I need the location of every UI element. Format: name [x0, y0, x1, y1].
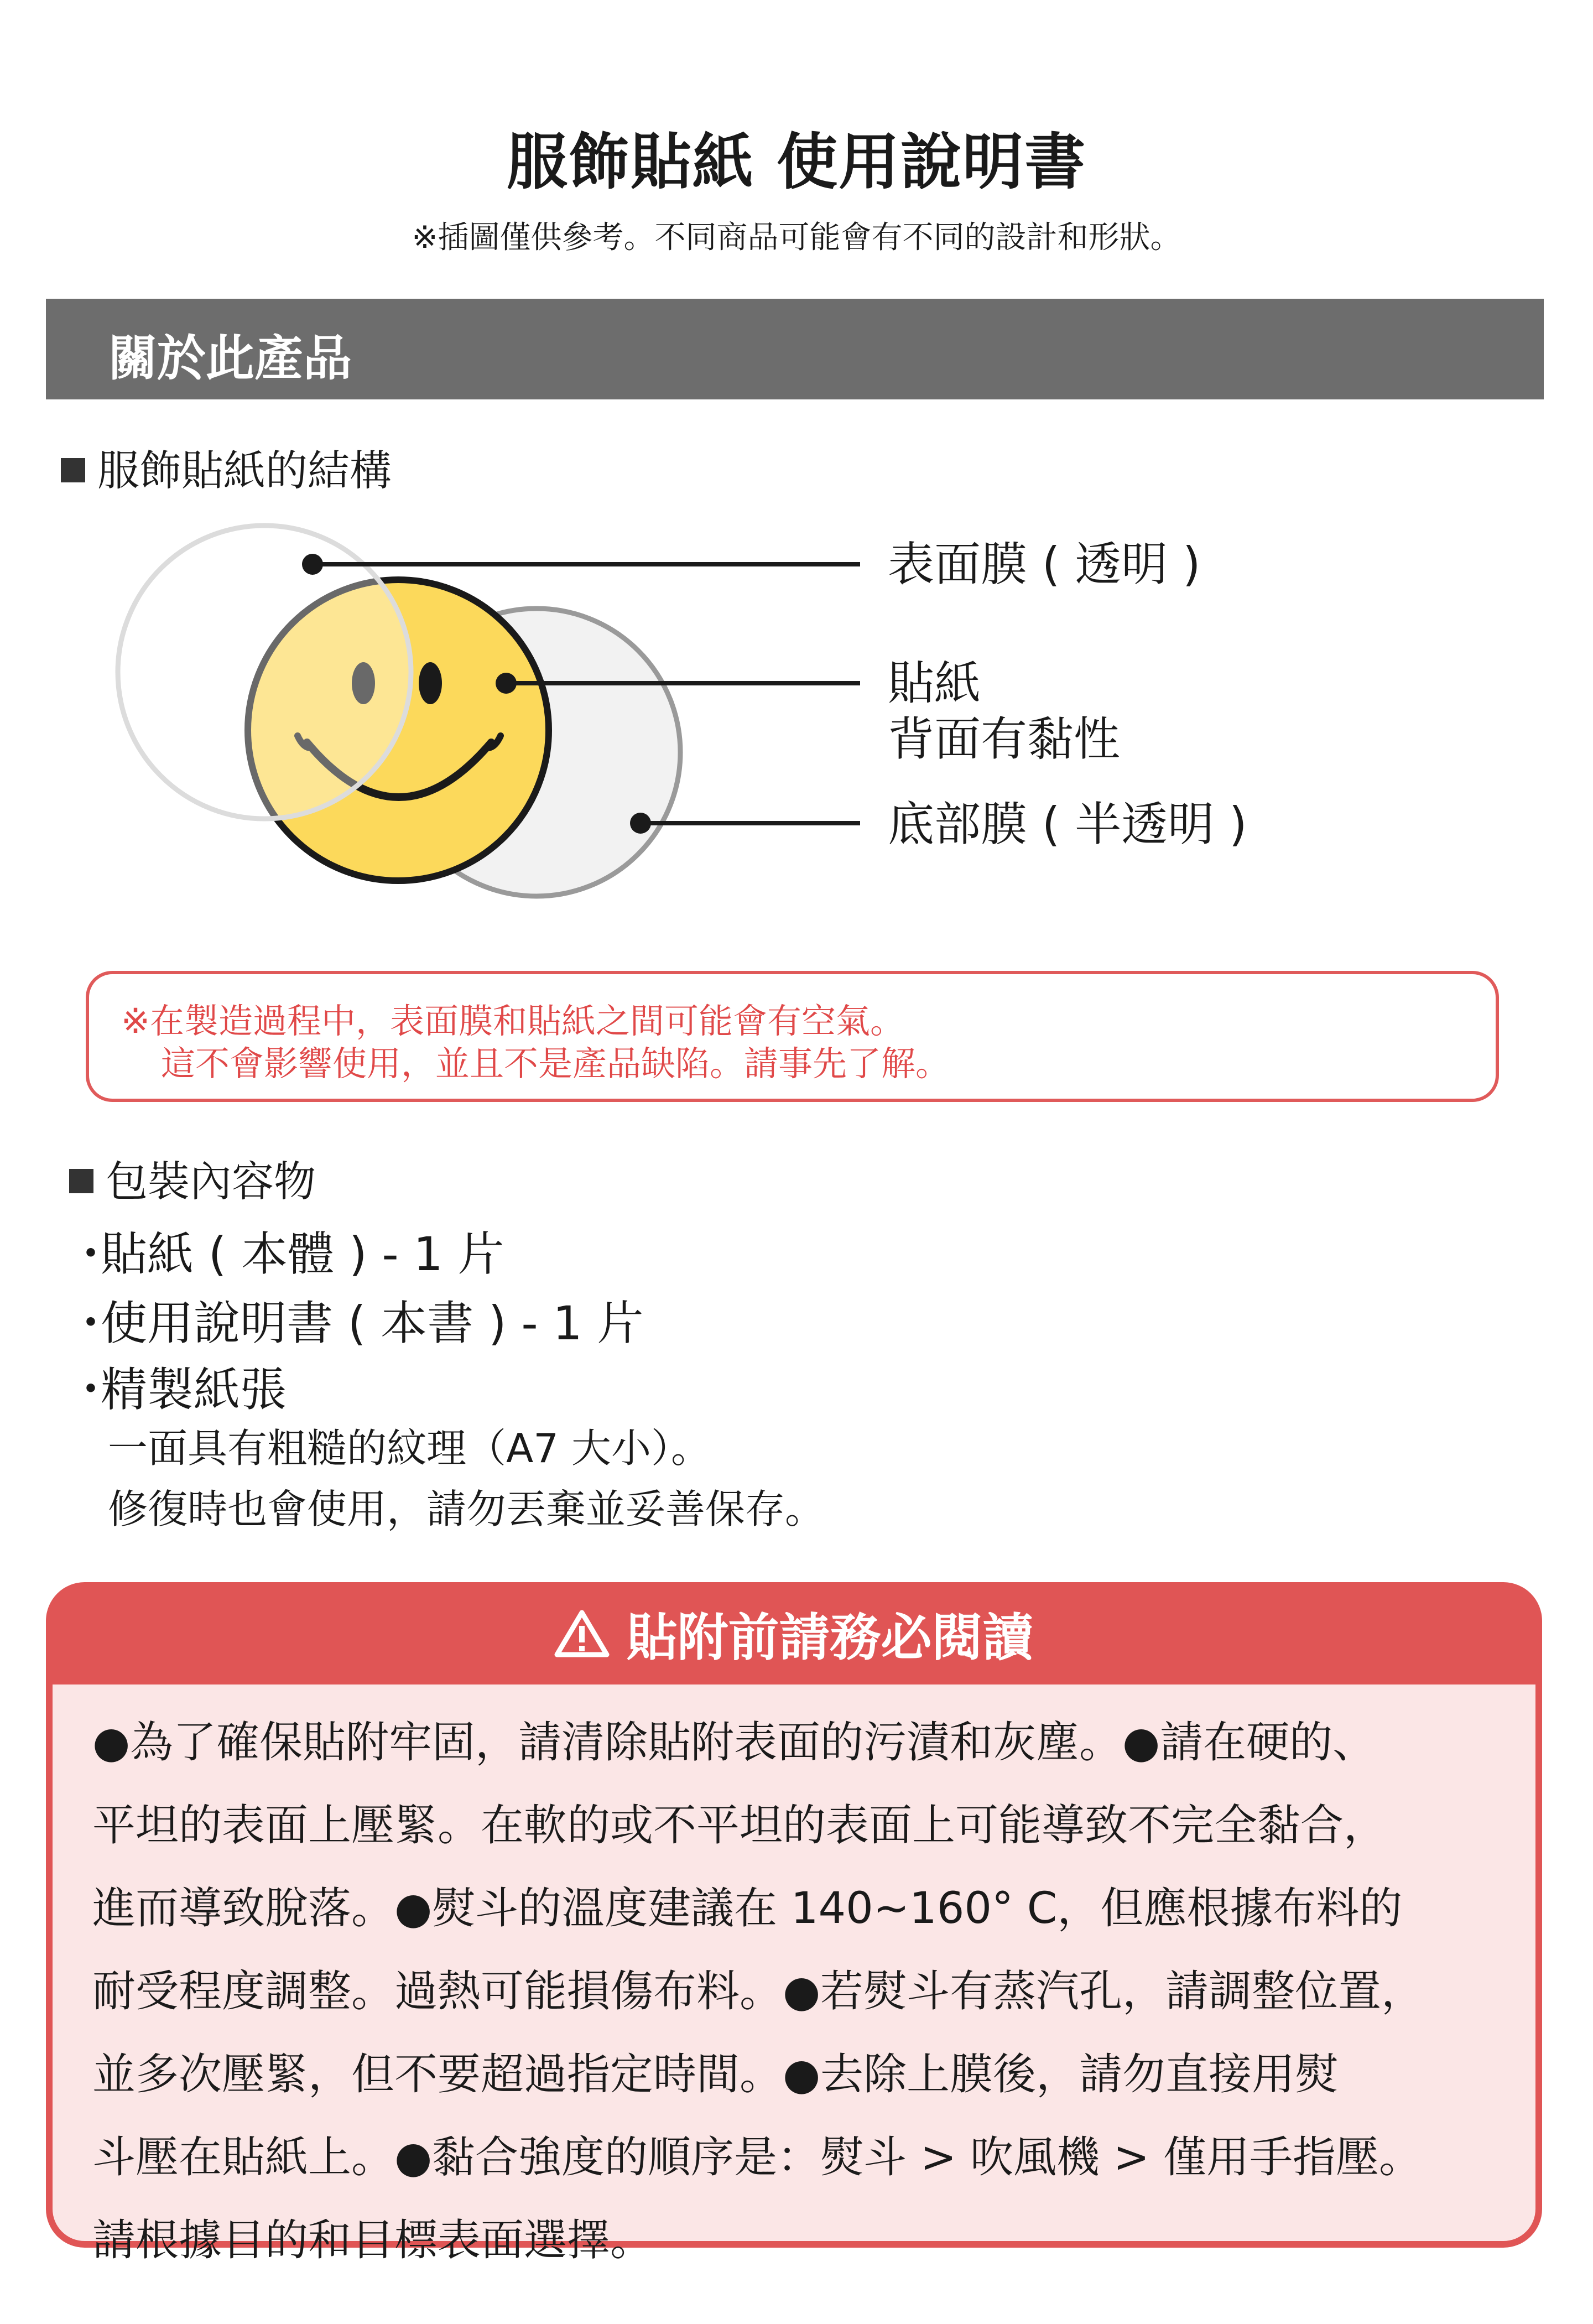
note-line-2: 這不會影響使用，並且不是產品缺陷。請事先了解。 [161, 1043, 950, 1084]
page-title: 服飾貼紙 使用說明書 [506, 127, 1087, 197]
square-bullet-icon [69, 1169, 93, 1193]
warning-line: 平坦的表面上壓緊。在軟的或不平坦的表面上可能導致不完全黏合， [92, 1801, 1387, 1850]
top-film-circle [118, 526, 411, 819]
bottom-film-label: 底部膜 ( 半透明 ) [888, 797, 1247, 851]
sticker-label [888, 656, 1120, 767]
list-item [61, 1353, 287, 1420]
list-item [61, 1286, 644, 1353]
sticker-structure-diagram [88, 492, 874, 946]
list-item-text: 精製紙張 [101, 1363, 287, 1417]
smiley-right-eye [419, 662, 442, 704]
bullet-dot: ・ [67, 1296, 114, 1350]
structure-heading-text: 服飾貼紙的結構 [97, 446, 392, 495]
paper-detail-line-1: 一面具有粗糙的紋理（A7 大小）。 [108, 1425, 711, 1472]
air-bubble-note [86, 971, 1499, 1102]
list-item-text: 使用說明書 ( 本書 ) - 1 片 [101, 1296, 644, 1350]
warning-line: 請根據目的和目標表面選擇。 [92, 2216, 654, 2265]
about-section-title: 關於此產品 [108, 330, 352, 387]
warning-line: 進而導致脫落。●熨斗的溫度建議在 140~160° C，但應根據布料的 [92, 1884, 1403, 1933]
paper-detail-line-2: 修復時也會使用，請勿丟棄並妥善保存。 [108, 1486, 825, 1532]
note-line-1: ※在製造過程中，表面膜和貼紙之間可能會有空氣。 [121, 1001, 904, 1041]
warning-line: 並多次壓緊，但不要超過指定時間。●去除上膜後，請勿直接用熨 [92, 2050, 1339, 2099]
warning-line: ●為了確保貼附牢固，請清除貼附表面的污漬和灰塵。●請在硬的、 [92, 1718, 1376, 1767]
warning-box [46, 1582, 1542, 2265]
structure-heading [61, 437, 392, 497]
warning-line: 斗壓在貼紙上。●黏合強度的順序是：熨斗 > 吹風機 > 僅用手指壓。 [92, 2133, 1422, 2182]
list-item [61, 1217, 504, 1284]
about-section-banner [46, 299, 1544, 399]
package-contents-heading-text: 包裝內容物 [106, 1157, 316, 1206]
warning-line: 耐受程度調整。過熱可能損傷布料。●若熨斗有蒸汽孔，請調整位置， [92, 1967, 1425, 2016]
warning-header [46, 1582, 1542, 1684]
warning-triangle-icon [554, 1609, 610, 1658]
list-item-text: 貼紙 ( 本體 ) - 1 片 [101, 1227, 504, 1281]
warning-title: 貼附前請務必閱讀 [626, 1608, 1034, 1667]
package-contents-heading [69, 1148, 316, 1208]
warning-body [53, 1684, 1535, 2265]
sticker-label-line2: 背面有黏性 [888, 711, 1121, 766]
sticker-label-line1: 貼紙 [888, 656, 981, 710]
square-bullet-icon [61, 458, 85, 482]
bullet-dot: ・ [67, 1227, 114, 1281]
top-film-label: 表面膜 ( 透明 ) [888, 537, 1201, 591]
bullet-dot: ・ [67, 1363, 114, 1417]
warning-text [92, 1701, 1508, 2282]
illustration-disclaimer: ※插圖僅供參考。不同商品可能會有不同的設計和形狀。 [412, 220, 1181, 256]
